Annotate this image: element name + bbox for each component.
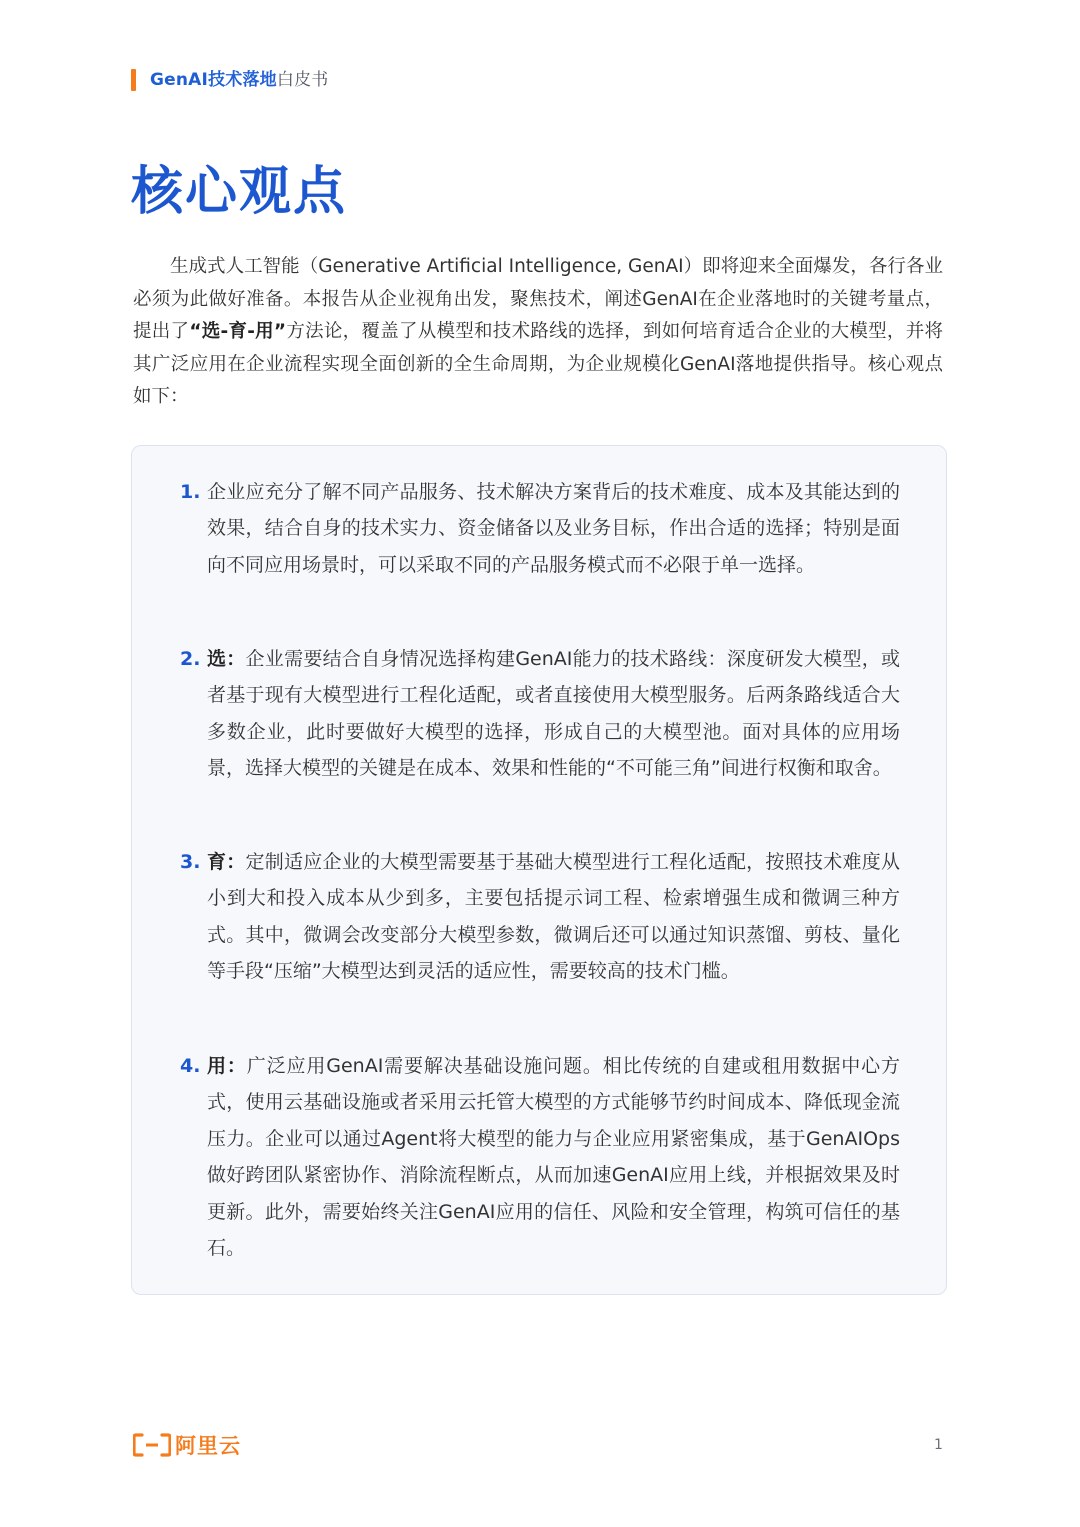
aliyun-logo-icon [133,1433,171,1457]
aliyun-logo [133,1429,241,1461]
key-points-box [131,445,947,1295]
document-header [131,68,328,92]
intro-text-part2: 方法论，覆盖了从模型和技术路线的选择，到如何培育适合企业的大模型，并将其广泛应用在企业流程实现全面创新的全生命周期，为企业规模化GenAI落地提供指导。核心观点如下： [133,321,943,408]
key-point-number: 3. [180,851,201,873]
key-point-body [207,474,900,583]
intro-paragraph [133,251,943,414]
key-point-body [207,641,900,787]
key-point-text: 广泛应用GenAI需要解决基础设施问题。相比传统的自建或租用数据中心方式，使用云基础设施或者采用云托管大模型的方式能够节约时间成本、降低现金流压力。企业可以通过Agent将大模型的能力与企业应用紧密集成，基于GenAIOps做好跨团队紧密协作、消除流程断点，从而加速GenAI应用上线，并根据效果及时更新。此外，需要始终关注GenAI应用的信任、风险和安全管理，构筑可信任的基石。 [207,1055,900,1260]
header-accent-bar [131,69,136,91]
key-point-2 [180,641,900,787]
document-title-accent: GenAI技术落地 [150,70,277,90]
aliyun-logo-text: 阿里云 [175,1434,241,1458]
intro-method-name: “选-育-用” [189,321,287,343]
key-point-keyword: 用： [207,1055,247,1077]
key-point-text: 企业需要结合自身情况选择构建GenAI能力的技术路线：深度研发大模型，或者基于现有大模型进行工程化适配，或者直接使用大模型服务。后两条路线适合大多数企业，此时要做好大模型的选择，形成自己的大模型池。面对具体的应用场景，选择大模型的关键是在成本、效果和性能的“不可能三角”间进行权衡和取舍。 [207,648,900,780]
key-point-number: 2. [180,648,201,670]
key-point-body [207,1048,900,1266]
key-point-1 [180,474,900,583]
key-point-4 [180,1048,900,1266]
key-point-body [207,844,900,990]
key-point-keyword: 选： [207,648,246,670]
key-point-keyword: 育： [207,851,246,873]
key-point-number: 4. [180,1055,201,1077]
key-point-text: 企业应充分了解不同产品服务、技术解决方案背后的技术难度、成本及其能达到的效果，结合自身的技术实力、资金储备以及业务目标，作出合适的选择；特别是面向不同应用场景时，可以采取不同的产品服务模式而不必限于单一选择。 [207,481,900,576]
key-point-3 [180,844,900,990]
document-title-rest: 白皮书 [276,70,329,90]
page-title: 核心观点 [131,162,348,222]
key-point-number: 1. [180,481,201,503]
document-title [150,68,328,92]
page-number: 1 [934,1437,943,1453]
key-point-text: 定制适应企业的大模型需要基于基础大模型进行工程化适配，按照技术难度从小到大和投入成本从少到多，主要包括提示词工程、检索增强生成和微调三种方式。其中，微调会改变部分大模型参数，微调后还可以通过知识蒸馏、剪枝、量化等手段“压缩”大模型达到灵活的适应性，需要较高的技术门槛。 [207,851,900,983]
intro-text-part1: 生成式人工智能（Generative Artificial Intelligence, GenAI）即将迎来全面爆发，各行各业必须为此做好准备。本报告从企业视角出发，聚焦技术，阐述GenAI在企业落地时的关键考量点，提出了 [133,256,943,343]
